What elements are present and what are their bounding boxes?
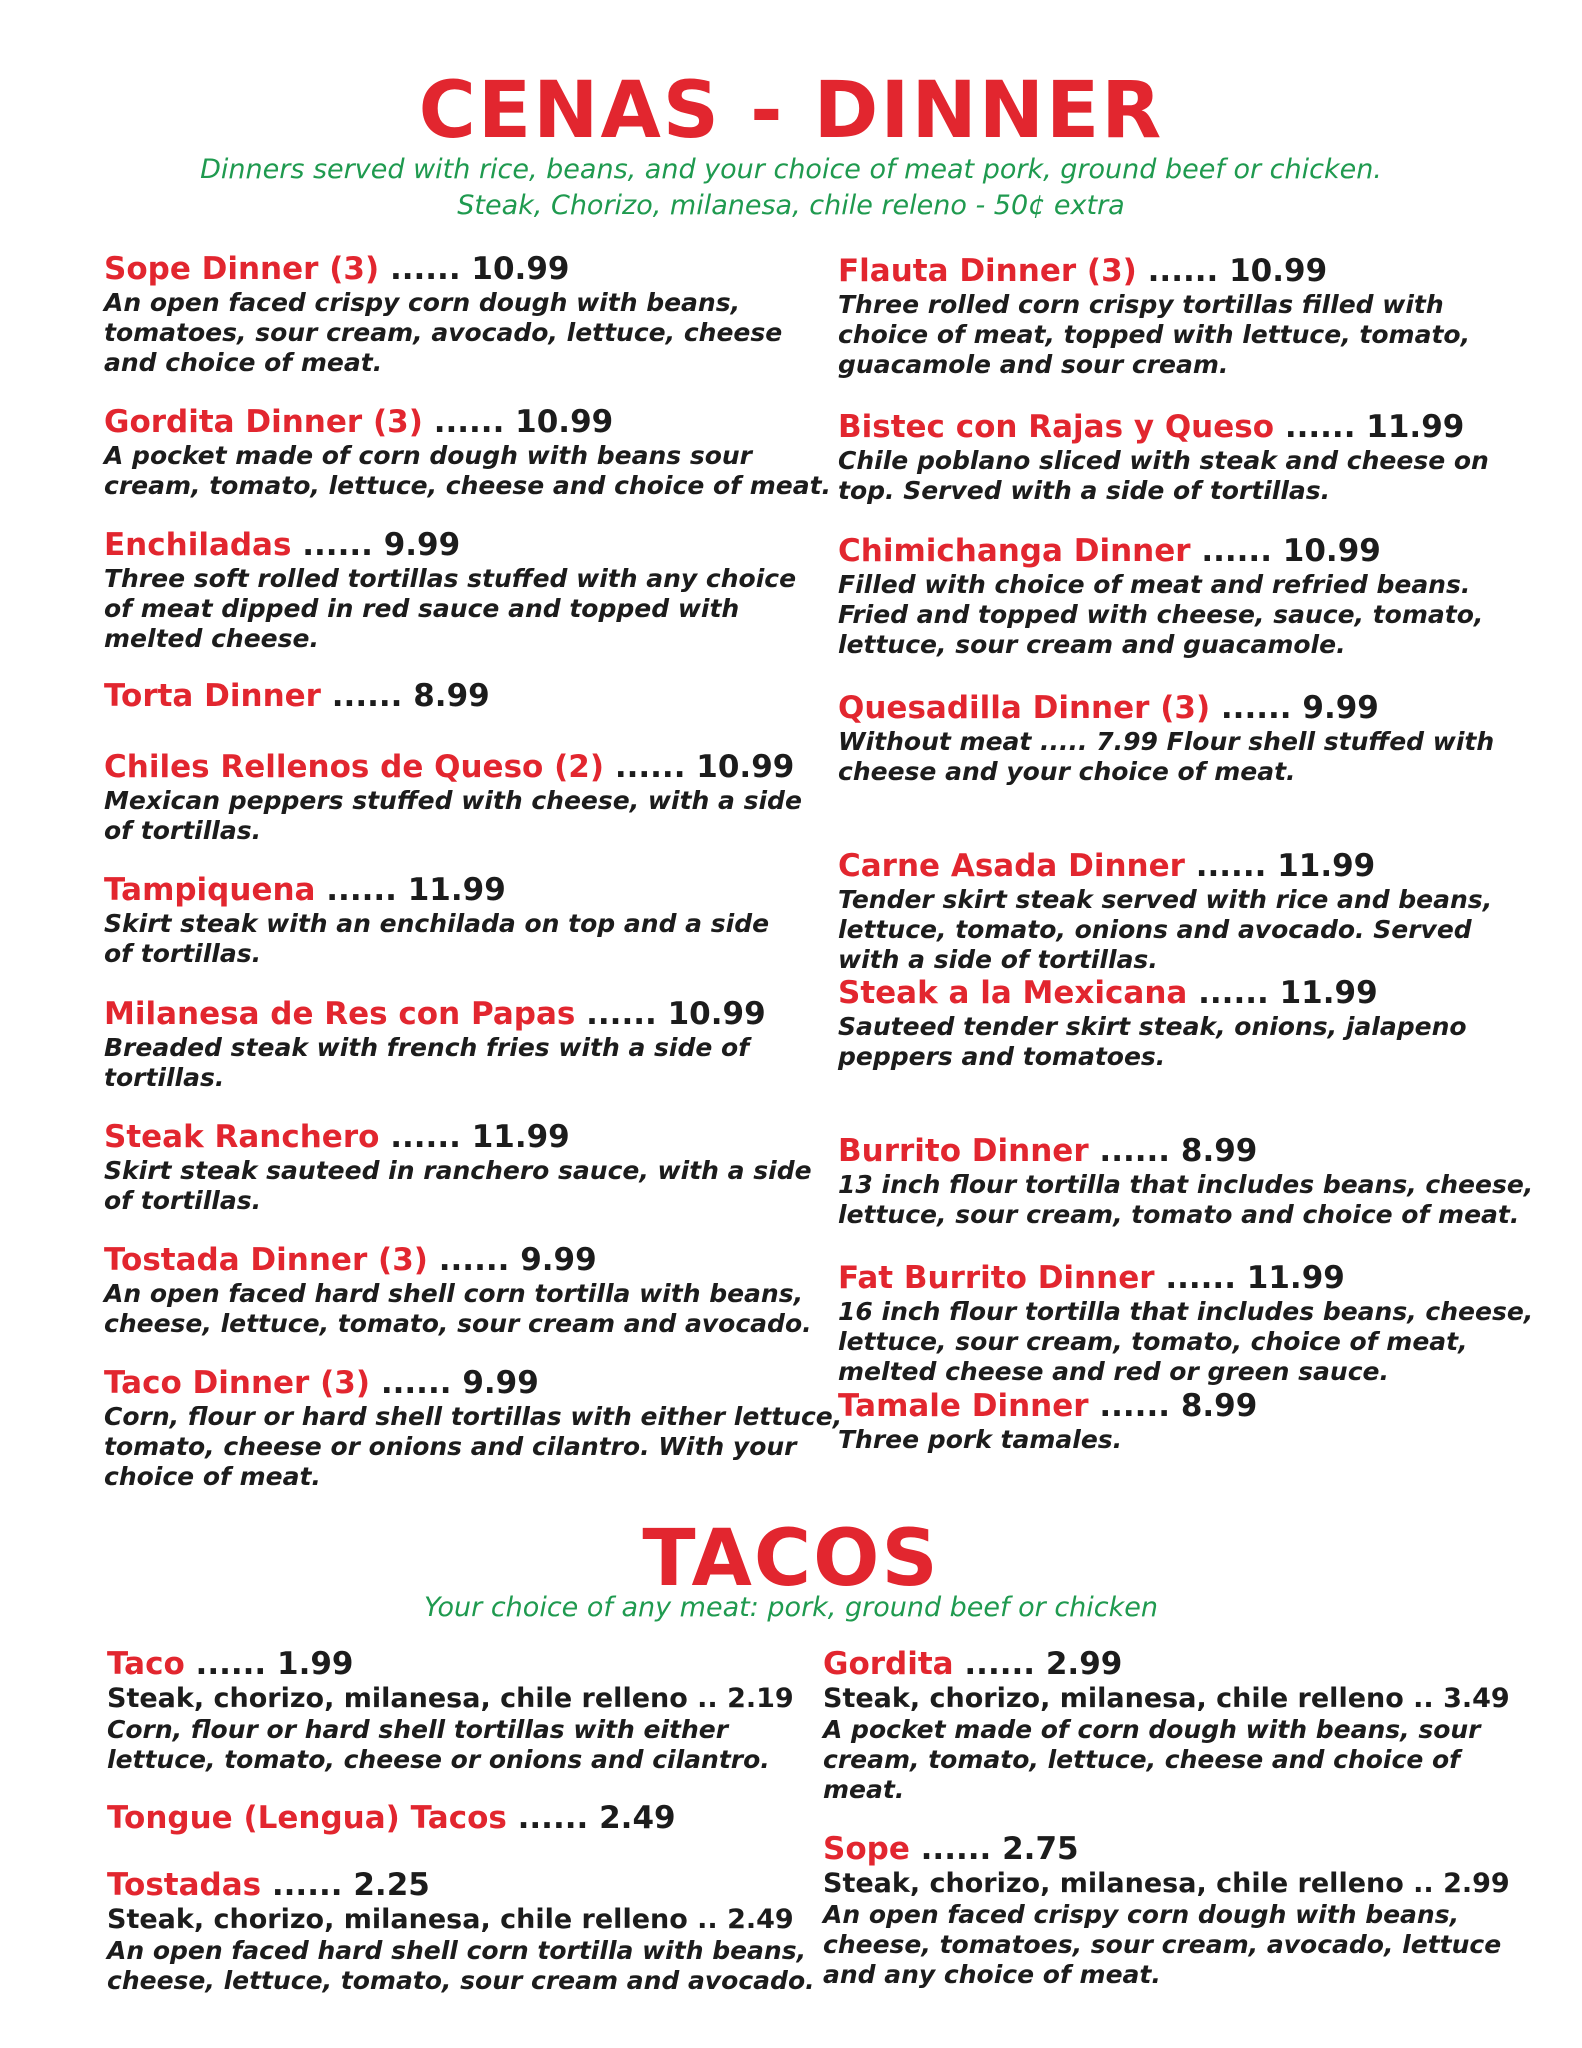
item-title-line [104,1118,824,1156]
item-name: Tamale Dinner [838,1388,1089,1424]
item-description [823,1715,1543,1805]
item-title-line [107,1645,827,1683]
menu-item [838,252,1558,380]
menu-item [104,250,824,378]
item-description-line: Corn, flour or hard shell tortillas with either [107,1715,729,1744]
item-description-line: An open faced hard shell corn tortilla with beans, [104,1279,804,1308]
menu-item [823,1645,1543,1805]
item-dots: ...... [614,749,686,785]
item-description-line: melted cheese and red or green sauce. [838,1357,1389,1386]
item-dots: ...... [1284,409,1356,445]
item-title-line [107,1866,827,1904]
item-price: 2.75 [1002,1831,1079,1867]
item-title-line [838,689,1558,727]
item-dots: ...... [1147,253,1219,289]
item-name: Bistec con Rajas y Queso [838,409,1275,445]
item-description-line: Tender skirt steak served with rice and beans, [838,885,1493,914]
menu-item [107,1799,827,1837]
item-description-line: Filled with choice of meat and refried beans. [838,570,1471,599]
item-name: Taco Dinner (3) [104,1365,371,1401]
item-description-line: choice of meat. [104,1462,321,1491]
item-description-line: Chile poblano sliced with steak and cheese on [838,446,1489,475]
item-description-line: and any choice of meat. [823,1960,1161,1989]
item-description-line: tomato, cheese or onions and cilantro. With your [104,1432,797,1461]
item-name: Chimichanga Dinner [838,533,1191,569]
dinner-subtitle-line: Steak, Chorizo, milanesa, chile releno - 50¢ extra [457,190,1125,221]
item-title-line [107,1799,827,1837]
item-description-line: cheese and your choice of meat. [838,757,1296,786]
item-title-line [823,1830,1543,1868]
item-description-line: of tortillas. [104,816,262,845]
item-title-line [104,748,824,786]
menu-item [823,1830,1543,1990]
menu-item [107,1866,827,1996]
item-description [104,1279,824,1339]
item-description-line: choice of meat, topped with lettuce, tomato, [838,320,1471,349]
item-price: 11.99 [407,872,506,908]
item-price: 9.99 [462,1365,539,1401]
item-name: Gordita Dinner (3) [104,404,423,440]
item-description [107,1715,827,1775]
item-description-line: lettuce, sour cream, tomato, choice of meat, [838,1327,1468,1356]
item-dots: ...... [1201,533,1272,569]
item-dots: ...... [964,1646,1036,1682]
item-title-line [838,252,1558,290]
item-title-line [104,403,824,441]
item-description-line: guacamole and sour cream. [838,350,1229,379]
item-description [104,1033,824,1093]
item-title-line [838,408,1558,446]
item-dots: ...... [1220,690,1292,726]
item-name: Tongue (Lengua) Tacos [107,1800,507,1836]
item-description [838,1297,1558,1387]
item-description-line: 13 inch flour tortilla that includes beans, cheese, [838,1170,1534,1199]
item-dots: ...... [389,251,461,287]
menu-item [104,871,824,969]
menu-item [838,1132,1558,1230]
item-description-line: lettuce, tomato, cheese or onions and cilantro. [107,1745,770,1774]
item-title-line [838,847,1558,885]
item-description [107,1936,827,1996]
item-description-line: lettuce, sour cream and guacamole. [838,630,1346,659]
item-dots: ...... [326,872,397,908]
item-description-line: of tortillas. [104,939,262,968]
item-description-line: 16 inch flour tortilla that includes beans, cheese, [838,1297,1534,1326]
item-price: 10.99 [515,404,614,440]
item-name: Torta Dinner [104,678,321,714]
item-description-line: Sauteed tender skirt steak, onions, jalapeno [838,1012,1467,1041]
item-price: 10.99 [667,996,766,1032]
item-title-line [838,1259,1558,1297]
item-dots: ...... [433,404,505,440]
item-title-line [838,974,1558,1012]
item-description [823,1900,1543,1990]
item-dots: ...... [302,527,373,563]
item-price: 9.99 [383,527,461,563]
item-title-line [104,250,824,288]
item-description-line: A pocket made of corn dough with beans, sour [823,1715,1481,1744]
item-description [838,727,1558,787]
item-description-line: of tortillas. [104,1186,262,1215]
item-description-line: lettuce, tomato, onions and avocado. Served [838,915,1472,944]
item-description [838,570,1558,660]
item-price: 2.99 [1045,1646,1123,1682]
item-dots: ...... [920,1831,992,1867]
dinner-section-title: CENAS - DINNER [418,66,1164,156]
dinner-subtitle-line: Dinners served with rice, beans, and your choice of meat pork, ground beef or chicken. [200,154,1382,185]
item-extra-price: Steak, chorizo, milanesa, chile relleno .. 2.99 [823,1868,1510,1899]
item-description [838,1425,1558,1455]
item-price: 2.25 [353,1867,430,1903]
item-description-line: Without meat ..... 7.99 Flour shell stuffed with [838,727,1495,756]
item-title-line [104,871,824,909]
item-description [838,290,1558,380]
menu-item [104,677,824,715]
item-name: Tostadas [107,1867,262,1903]
item-description-line: cream, tomato, lettuce, cheese and choice of meat. [104,471,832,500]
dinner-subtitle [0,152,1582,224]
item-price: 10.99 [1229,253,1328,289]
item-price: 11.99 [1277,848,1376,884]
item-price: 10.99 [696,749,795,785]
menu-item [838,689,1558,787]
item-dots: ...... [438,1242,510,1278]
item-description-line: with a side of tortillas. [838,945,1158,974]
item-description-line: lettuce, sour cream, tomato and choice of meat. [838,1200,1520,1229]
item-price: 10.99 [1282,533,1381,569]
item-price: 9.99 [1302,690,1379,726]
item-name: Sope [823,1831,910,1867]
item-title-line [104,1241,824,1279]
item-name: Milanesa de Res con Papas [104,996,576,1032]
menu-item [104,748,824,846]
item-description-line: melted cheese. [104,624,319,653]
item-description-line: peppers and tomatoes. [838,1042,1166,1071]
item-name: Carne Asada Dinner [838,848,1185,884]
item-description-line: cream, tomato, lettuce, cheese and choice of [823,1745,1461,1774]
item-description [104,288,824,378]
item-description [104,1156,824,1216]
item-description [838,1012,1558,1072]
item-price: 11.99 [1366,409,1465,445]
item-description-line: cheese, tomatoes, sour cream, avocado, lettuce [823,1930,1502,1959]
item-description-line: top. Served with a side of tortillas. [838,476,1331,505]
item-description [104,786,824,846]
item-dots: ...... [271,1867,343,1903]
item-title-line [104,677,824,715]
item-description [838,446,1558,506]
item-name: Burrito Dinner [838,1133,1089,1169]
item-title-line [823,1645,1543,1683]
item-title-line [104,526,824,564]
menu-item [104,1364,843,1492]
item-description-line: Skirt steak with an enchilada on top and a side [104,909,770,938]
item-description [104,441,832,501]
item-description-line: An open faced crispy corn dough with beans, [823,1900,1460,1929]
item-dots: ...... [1195,848,1267,884]
item-dots: ...... [1099,1388,1171,1424]
item-price: 10.99 [471,251,570,287]
item-name: Gordita [823,1646,954,1682]
item-name: Steak Ranchero [104,1119,380,1155]
item-name: Tampiquena [104,872,316,908]
menu-item [838,408,1558,506]
item-description-line: A pocket made of corn dough with beans sour [104,441,753,470]
item-price: 2.49 [599,1800,676,1836]
item-name: Flauta Dinner (3) [838,253,1137,289]
item-description-line: of meat dipped in red sauce and topped with [104,594,740,623]
item-name: Fat Burrito Dinner [838,1260,1155,1296]
tacos-section-title: TACOS [642,1514,940,1604]
item-price: 8.99 [1180,1388,1258,1424]
menu-item [104,1118,824,1216]
item-price: 1.99 [277,1646,354,1682]
item-description-line: Three rolled corn crispy tortillas filled with [838,290,1444,319]
item-price: 11.99 [471,1119,570,1155]
item-description-line: tortillas. [104,1063,225,1092]
item-name: Quesadilla Dinner (3) [838,690,1211,726]
item-dots: ...... [1198,975,1269,1011]
item-description [838,885,1558,975]
menu-item [104,1241,824,1339]
item-description-line: tomatoes, sour cream, avocado, lettuce, cheese [104,318,783,347]
item-description-line: Mexican peppers stuffed with cheese, with a side [104,786,802,815]
item-description-line: Three pork tamales. [838,1425,1123,1454]
item-price: 8.99 [413,678,490,714]
item-extra-price: Steak, chorizo, milanesa, chile relleno .. 2.19 [107,1683,794,1714]
item-name: Tostada Dinner (3) [104,1242,428,1278]
menu-item [838,1387,1558,1455]
tacos-subtitle: Your choice of any meat: pork, ground beef or chicken [424,1592,1158,1623]
item-dots: ...... [331,678,403,714]
menu-item [838,974,1558,1072]
item-description-line: Fried and topped with cheese, sauce, tomato, [838,600,1484,629]
item-name: Taco [107,1646,185,1682]
menu-item [838,847,1558,975]
item-description-line: cheese, lettuce, tomato, sour cream and avocado. [104,1309,812,1338]
item-description-line: Three soft rolled tortillas stuffed with any choice [104,564,797,593]
item-price: 9.99 [520,1242,597,1278]
item-dots: ...... [517,1800,589,1836]
item-dots: ...... [195,1646,267,1682]
item-dots: ...... [1165,1260,1236,1296]
item-description [104,564,824,654]
item-description-line: An open faced hard shell corn tortilla with beans, [107,1936,807,1965]
item-description-line: Skirt steak sauteed in ranchero sauce, with a side [104,1156,812,1185]
item-dots: ...... [380,1365,452,1401]
item-description [838,1170,1558,1230]
item-name: Steak a la Mexicana [838,975,1188,1011]
item-title-line [838,532,1558,570]
item-description-line: meat. [823,1775,905,1804]
item-name: Sope Dinner (3) [104,251,380,287]
item-name: Chiles Rellenos de Queso (2) [104,749,605,785]
item-description-line: Breaded steak with french fries with a side of [104,1033,750,1062]
item-price: 11.99 [1279,975,1378,1011]
item-price: 8.99 [1180,1133,1258,1169]
item-description-line: and choice of meat. [104,348,383,377]
item-dots: ...... [390,1119,461,1155]
item-title-line [104,995,824,1033]
item-title-line [838,1387,1558,1425]
item-title-line [104,1364,824,1402]
item-price: 11.99 [1246,1260,1345,1296]
item-description [104,1402,843,1492]
menu-item [104,526,824,654]
item-description-line: Corn, flour or hard shell tortillas with either lettuce, [104,1402,843,1431]
item-extra-price: Steak, chorizo, milanesa, chile relleno .. 3.49 [823,1683,1510,1714]
item-description-line: An open faced crispy corn dough with beans, [104,288,741,317]
menu-item [107,1645,827,1775]
item-description [104,909,824,969]
item-dots: ...... [586,996,657,1032]
item-extra-price: Steak, chorizo, milanesa, chile relleno .. 2.49 [107,1904,794,1935]
menu-item [838,1259,1558,1387]
item-description-line: cheese, lettuce, tomato, sour cream and avocado. [107,1966,815,1995]
item-title-line [838,1132,1558,1170]
item-name: Enchiladas [104,527,292,563]
item-dots: ...... [1099,1133,1171,1169]
menu-item [104,403,832,501]
menu-item [838,532,1558,660]
menu-item [104,995,824,1093]
